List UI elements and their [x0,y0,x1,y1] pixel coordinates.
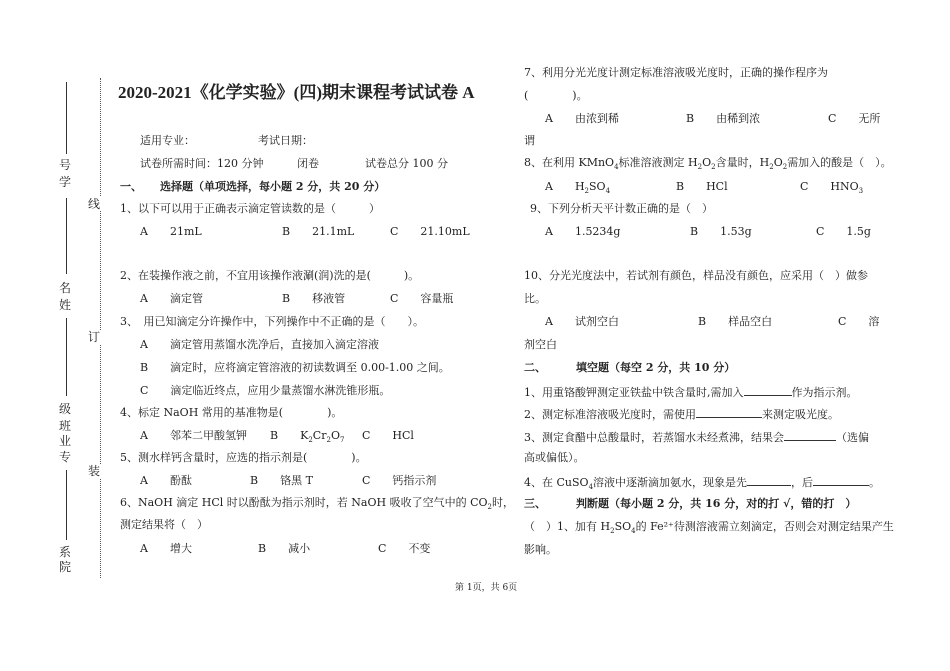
question-text: 10、分光光度法中，若试剂有颜色，样品没有颜色，应采用（ ）做参 [524,269,868,282]
binding-dotted-line [100,78,101,578]
sidebar-label: 级 [58,402,71,416]
section-title: 填空题（每空 2 分，共 10 分） [576,361,736,374]
page-title: 2020-2021《化学实验》(四)期末课程考试试卷 A [118,83,475,102]
sidebar-line [66,198,67,274]
option-a: A 邻苯二甲酸氢钾 [140,429,247,442]
option-c-wrap: 谓 [524,134,535,147]
option-c: C 容量瓶 [390,292,454,305]
option-c-wrap: 剂空白 [524,338,557,351]
fill-question: 2、测定标准溶液吸光度时，需使用 来测定吸光度。 [524,408,839,421]
option-a: A 酚酞 [140,474,192,487]
option-a: A 21mL [140,225,202,238]
question-text: 4、标定 NaOH 常用的基准物是( )。 [120,406,343,419]
question-text: 9、下列分析天平计数正确的是（ ） [530,202,713,215]
judge-question: （ ）1、加有 $H_2SO_4$的 Fe²⁺待测溶液需立刻滴定，否则会对测定结果产生 [524,520,894,535]
binding-label: 装 [87,464,100,478]
question-text: 6、NaOH 滴定 HCl 时以酚酞为指示剂时，若 NaOH 吸收了空气中的 $CO_2$时， [120,496,514,511]
option-b: B 移液管 [282,292,346,305]
question-text: 7、利用分光光度计测定标准溶液吸光度时，正确的操作程序为 [524,66,828,79]
option-c: C 无所 [828,112,881,125]
question-text: 3、 用已知滴定分许操作中，下列操作中不正确的是（ ）。 [120,315,424,328]
sidebar-label: 学 [58,175,71,189]
option-a: A $H_2SO_4$ [545,180,611,195]
option-b: B 滴定时，应将滴定管溶液的初读数调至 0.00-1.00 之间。 [140,361,450,374]
sidebar-label: 班 [58,419,71,433]
option-b: B 减小 [258,542,311,555]
option-c: C 不变 [378,542,431,555]
question-text: 2、在装操作液之前，不宜用该操作液涮(润)洗的是( )。 [120,269,420,282]
option-c: C 溶 [838,315,880,328]
option-c: C 21.10mL [390,225,470,238]
sidebar-label: 名 [58,281,71,295]
sidebar-label: 业 [58,434,71,448]
sidebar-label: 院 [58,560,71,574]
meta-time: 试卷所需时间：120 分钟 [140,157,264,170]
meta-closed: 闭卷 [297,157,319,170]
option-c: C HCl [362,429,414,442]
sidebar-label: 系 [58,545,71,559]
option-a: A 1.5234g [545,225,621,238]
fill-question: 1、用重铬酸钾测定亚铁盐中铁含量时,需加入 作为指示剂。 [524,386,858,399]
option-b: B 样品空白 [698,315,773,328]
fill-question: 4、在 CuSO$_4$溶液中逐渐滴加氨水，现象是先 ，后 。 [524,476,881,491]
section-number: 三、 [524,497,546,510]
binding-label: 订 [87,330,100,344]
option-b: B 铬黑 T [250,474,313,487]
option-a: A 滴定管用蒸馏水洗净后，直接加入滴定溶液 [140,338,379,351]
option-b: B 由稀到浓 [686,112,761,125]
section-title: 判断题（每小题 2 分，共 16 分，对的打 √，错的打 ） [576,497,857,510]
question-text: 比。 [524,292,546,305]
option-c: C 滴定临近终点，应用少量蒸馏水淋洗锥形瓶。 [140,384,391,397]
question-text: 8、在利用 KMnO$_4$标准溶液测定 $H_2O_2$含量时，$H_2O_2$需加入的酸是（ ）。 [524,156,892,171]
section-number: 一、 [120,180,142,193]
option-c: C $HNO_3$ [800,180,864,195]
meta-major: 适用专业： [140,134,195,147]
sidebar-label: 号 [58,158,71,172]
sidebar-line [66,470,67,540]
sidebar-line [66,318,67,396]
question-text: 1、以下可以用于正确表示滴定管读数的是（ ） [120,202,380,215]
option-a: A 由浓到稀 [545,112,619,125]
option-b: B 1.53g [690,225,752,238]
sidebar-label: 专 [58,450,71,464]
question-text: 测定结果将（ ） [120,518,208,531]
page-footer: 第 1页，共 6页 [455,583,518,593]
option-b: B HCl [676,180,728,193]
judge-question-wrap: 影响。 [524,543,557,556]
meta-total: 试卷总分 100 分 [365,157,448,170]
option-b: B $K_2Cr_2O_7$ [270,429,345,444]
option-c: C 1.5g [816,225,871,238]
section-number: 二、 [524,361,546,374]
section-title: 选择题（单项选择，每小题 2 分，共 20 分） [160,180,386,193]
fill-question-wrap: 高或偏低）。 [524,451,585,464]
binding-label: 线 [87,197,100,211]
option-c: C 钙指示剂 [362,474,437,487]
question-text: 5、测水样钙含量时，应选的指示剂是( )。 [120,451,367,464]
option-b: B 21.1mL [282,225,355,238]
meta-date: 考试日期： [258,134,313,147]
option-a: A 增大 [140,542,192,555]
option-a: A 试剂空白 [545,315,619,328]
fill-question: 3、测定食醋中总酸量时，若蒸馏水未经煮沸，结果会 （选偏 [524,431,869,444]
sidebar-line [66,82,67,154]
sidebar-label: 姓 [58,298,71,312]
option-a: A 滴定管 [140,292,203,305]
question-text: ( )。 [524,89,588,102]
